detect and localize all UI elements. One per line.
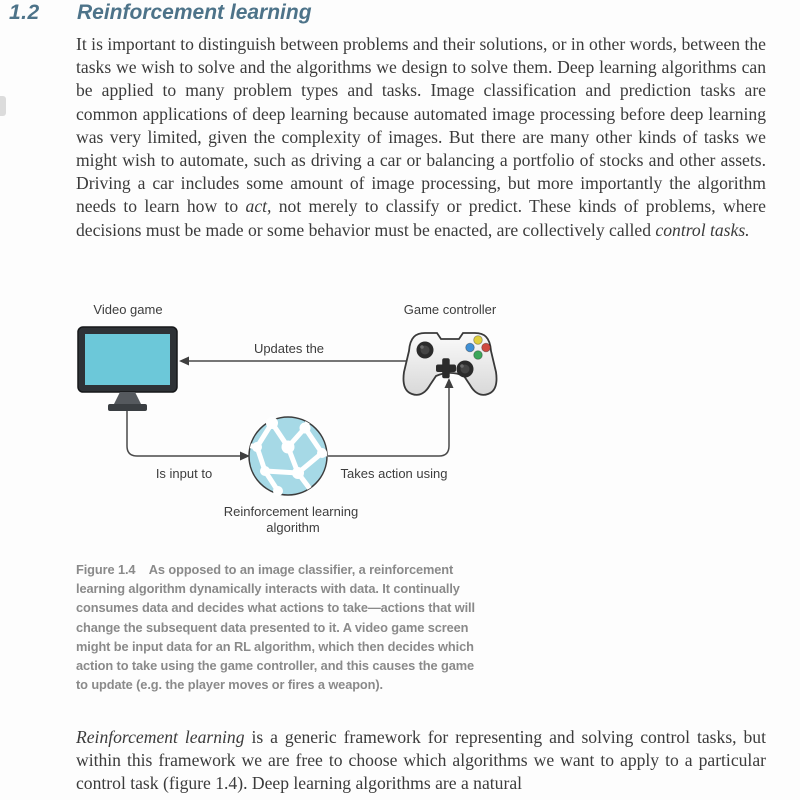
arrowhead-left-icon <box>179 357 189 366</box>
updates-the-label: Updates the <box>253 341 325 356</box>
section-number: 1.2 <box>9 1 40 24</box>
paragraph-1: It is important to distinguish between problems and their solutions, or in other words, between the tasks we wish to solve and the algorithms we design to solve them. Deep learning algorithms can be applied to many problem types and tasks. Image classification and prediction tasks are common applications of deep learning because automated image processing before deep learning was very limited, given the complexity of images. But there are many other kinds of tasks we might wish to automate, such as driving a car or balancing a portfolio of stocks and other assets. Driving a car includes some amount of image processing, but more importantly the algorithm needs to learn how to act, not merely to classify or predict. These kinds of problems, where decisions must be made or some behavior must be enacted, are collectively called control tasks. <box>76 34 766 240</box>
caption-line: change the subsequent data presented to it. A video game screen <box>76 619 469 635</box>
caption-line: learning algorithm dynamically interacts with data. It continually <box>76 581 460 597</box>
caption-line: might be input data for an RL algorithm, which then decides which <box>76 638 474 654</box>
rl-algorithm-label-line2: algorithm <box>266 520 320 535</box>
arrowhead-up-icon <box>445 378 454 388</box>
paragraph-2: Reinforcement learning is a generic framework for representing and solving control tasks, but within this framework we are free to choose which algorithms we want to apply to a particular control task (figure 1.4). Deep learning algorithms are a natural <box>76 727 766 794</box>
caption-line: consumes data and decides what actions to take—actions that will <box>76 600 475 616</box>
section-title: Reinforcement learning <box>77 1 312 24</box>
is-input-to-label: Is input to <box>155 466 213 481</box>
takes-action-using-label: Takes action using <box>340 466 448 481</box>
video-game-label: Video game <box>93 302 163 317</box>
network-sphere-icon <box>246 411 332 500</box>
caption-line: to update (e.g. the player moves or fires a weapon). <box>76 677 383 693</box>
figure-caption <box>76 560 506 694</box>
monitor-screen <box>85 334 170 385</box>
game-controller-label: Game controller <box>403 302 497 317</box>
scan-artifact <box>0 96 6 116</box>
caption-line: Figure 1.4 As opposed to an image classifier, a reinforcement <box>76 562 454 577</box>
action-arrow-line <box>328 385 449 456</box>
figure-diagram <box>60 295 520 545</box>
input-arrow-line <box>127 407 242 456</box>
monitor-icon <box>78 327 177 411</box>
caption-line: action to take using the game controller, and this causes the game <box>76 658 475 674</box>
rl-algorithm-label-line1: Reinforcement learning <box>223 504 359 519</box>
